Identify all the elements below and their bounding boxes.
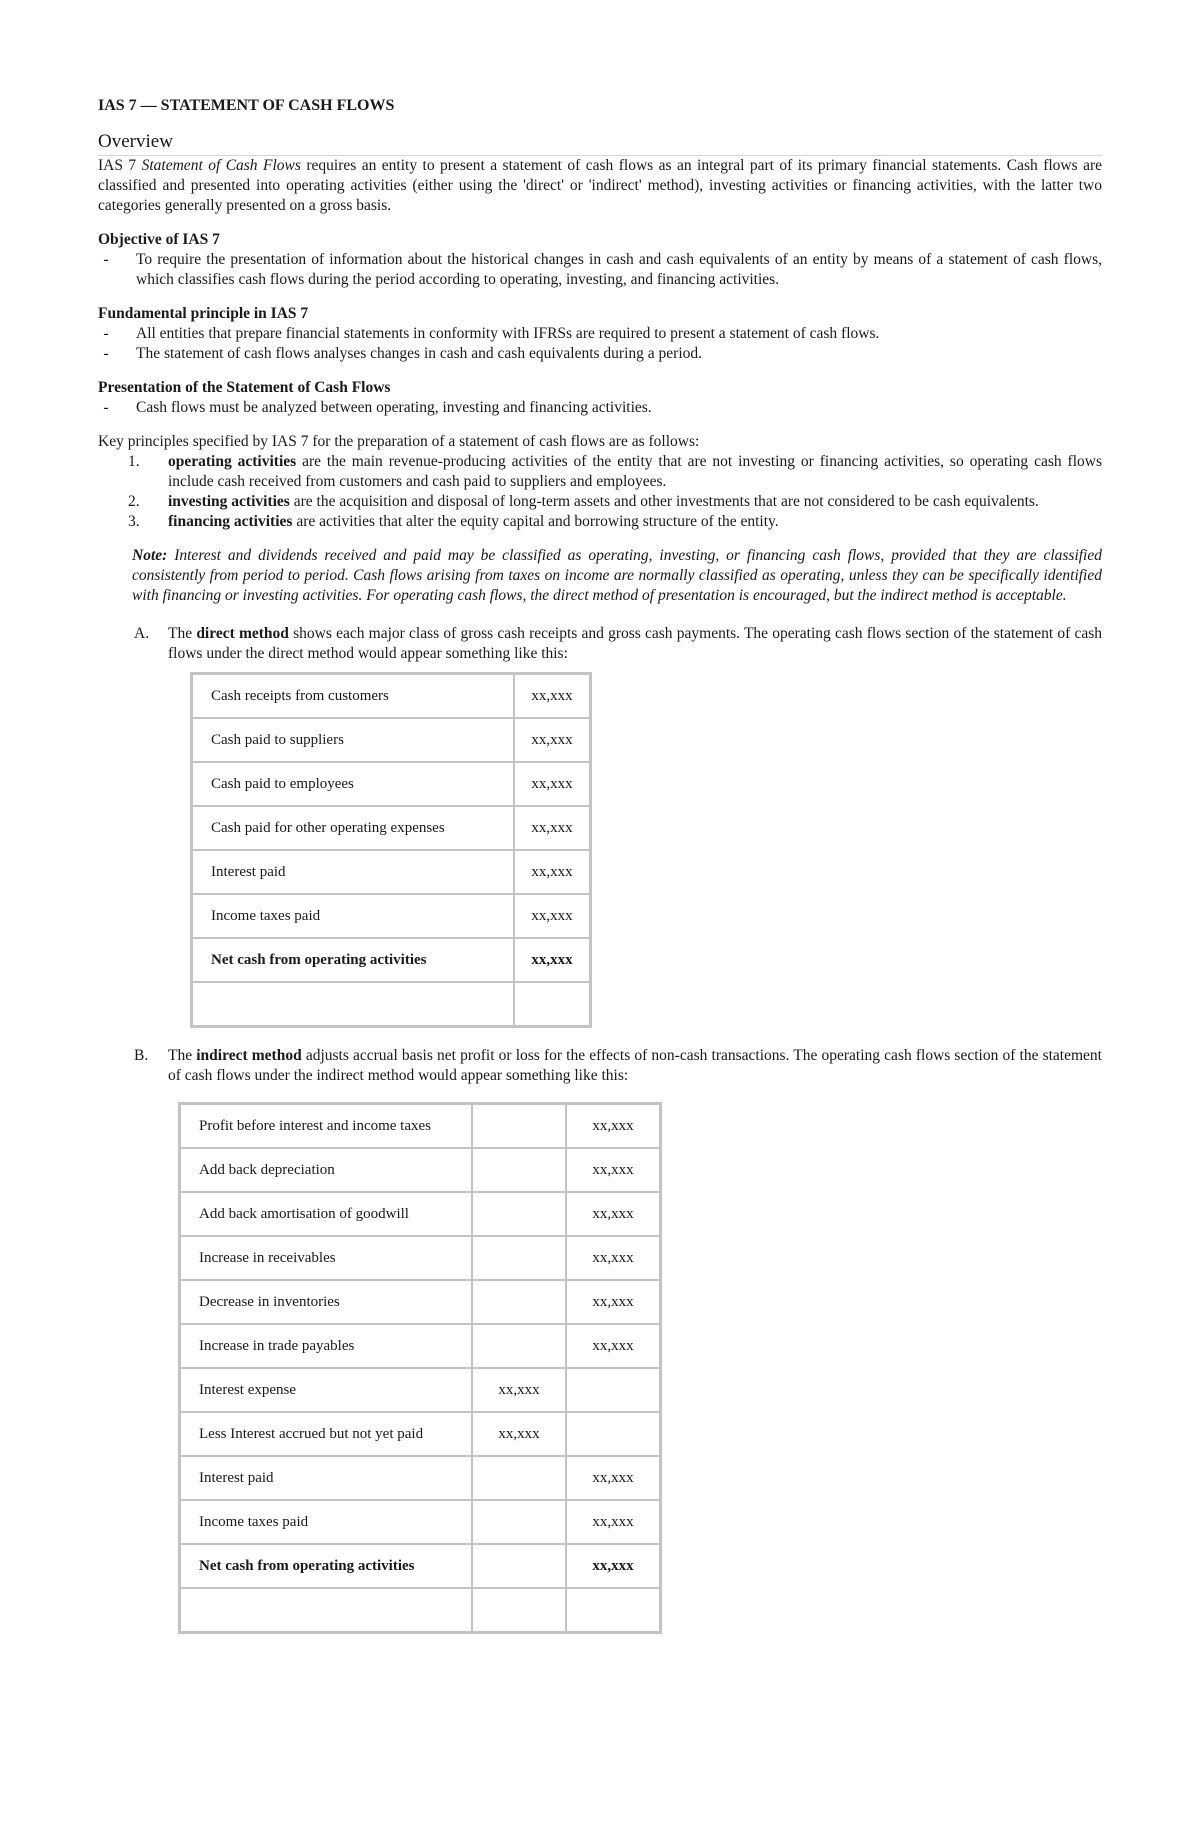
note-text: Interest and dividends received and paid may be classified as operating, investing, or financing cash flows, provided that they are classified consistently from period to period. Cash flows arising from taxes on income are normally classified as operating, unless they can be specifically identified with financing or investing activities. For operating cash flows, the direct method of presentation is encouraged, but the indirect method is acceptable. <box>132 547 1102 604</box>
table-row: Increase in trade payables xx,xxx <box>180 1324 660 1368</box>
indirect-method-term: indirect method <box>196 1047 302 1064</box>
total-row: Net cash from operating activities xx,xxx <box>180 1544 660 1588</box>
objective-heading: Objective of IAS 7 <box>98 231 220 248</box>
note-paragraph <box>132 546 1102 606</box>
key-principle-item: 1. operating activities are the main revenue-producing activities of the entity that are not investing or financing activities, so operating cash flows include cash received from customers and cash paid to suppliers and employees. <box>128 453 1102 490</box>
document-title: IAS 7 — STATEMENT OF CASH FLOWS <box>98 97 395 114</box>
table-row: Interest expense xx,xxx <box>180 1368 660 1412</box>
table-row: Interest paid xx,xxx <box>180 1456 660 1500</box>
table-row: Profit before interest and income taxes xx,xxx <box>180 1104 660 1148</box>
indirect-method-paragraph: B. The indirect method adjusts accrual basis net profit or loss for the effects of non-cash transactions. The operating cash flows section of the statement of cash flows under the indirect method would appear something like this: <box>134 1047 1102 1084</box>
table-row: Interest paid xx,xxx <box>192 850 590 894</box>
direct-method-term: direct method <box>196 625 289 642</box>
presentation-list <box>98 398 1102 418</box>
table-row: Increase in receivables xx,xxx <box>180 1236 660 1280</box>
table-row: Income taxes paid xx,xxx <box>192 894 590 938</box>
key-principle-term: operating activities <box>168 453 297 470</box>
fundamental-heading: Fundamental principle in IAS 7 <box>98 305 309 322</box>
fundamental-list <box>98 324 1102 364</box>
key-principles-intro: Key principles specified by IAS 7 for the preparation of a statement of cash flows are as follows: <box>98 433 700 450</box>
key-principle-term: investing activities <box>168 493 290 510</box>
overview-text: requires an entity to present a statement of cash flows as an integral part of its primary financial statements. Cash flows are classified and presented into operating activities (either using the 'direct' or 'indirect' method), investing activities or financing activities, with the latter two categories generally presented on a gross basis. <box>98 157 1102 214</box>
table-row: Cash paid to suppliers xx,xxx <box>192 718 590 762</box>
empty-row <box>192 982 590 1026</box>
direct-method-paragraph: A. The direct method shows each major class of gross cash receipts and gross cash payments. The operating cash flows section of the statement of cash flows under the direct method would appear something like this: <box>134 625 1102 662</box>
empty-row <box>180 1588 660 1632</box>
table-row: Cash paid to employees xx,xxx <box>192 762 590 806</box>
presentation-item: - Cash flows must be analyzed between operating, investing and financing activities. <box>136 398 1102 418</box>
overview-paragraph <box>98 156 1102 216</box>
key-principle-item: 2. investing activities are the acquisition and disposal of long-term assets and other investments that are not considered to be cash equivalents. <box>128 493 1039 510</box>
note-label: Note: <box>132 547 168 564</box>
direct-method-table <box>190 672 592 1028</box>
table-row: Add back amortisation of goodwill xx,xxx <box>180 1192 660 1236</box>
overview-heading: Overview <box>98 132 1102 156</box>
table-row: Decrease in inventories xx,xxx <box>180 1280 660 1324</box>
table-row: Cash paid for other operating expenses xx,xxx <box>192 806 590 850</box>
key-principle-item: 3. financing activities are activities that alter the equity capital and borrowing structure of the entity. <box>128 513 779 530</box>
objective-list <box>98 250 1102 290</box>
presentation-heading: Presentation of the Statement of Cash Flows <box>98 379 391 396</box>
document-page <box>98 96 1102 1634</box>
key-principles-list <box>98 452 1102 532</box>
fundamental-item: - The statement of cash flows analyses changes in cash and cash equivalents during a period. <box>136 344 1102 364</box>
indirect-method-table <box>178 1102 662 1634</box>
table-row: Income taxes paid xx,xxx <box>180 1500 660 1544</box>
total-row: Net cash from operating activities xx,xxx <box>192 938 590 982</box>
table-row: Add back depreciation xx,xxx <box>180 1148 660 1192</box>
objective-item: - To require the presentation of information about the historical changes in cash and cash equivalents of an entity by means of a statement of cash flows, which classifies cash flows during the period according to operating, investing, and financing activities. <box>136 250 1102 290</box>
table-row: Less Interest accrued but not yet paid xx,xxx <box>180 1412 660 1456</box>
overview-standard: IAS 7 <box>98 157 137 174</box>
table-row: Cash receipts from customers xx,xxx <box>192 674 590 718</box>
overview-standard-name: Statement of Cash Flows <box>141 157 301 174</box>
key-principle-term: financing activities <box>168 513 293 530</box>
fundamental-item: - All entities that prepare financial statements in conformity with IFRSs are required to present a statement of cash flows. <box>136 324 1102 344</box>
